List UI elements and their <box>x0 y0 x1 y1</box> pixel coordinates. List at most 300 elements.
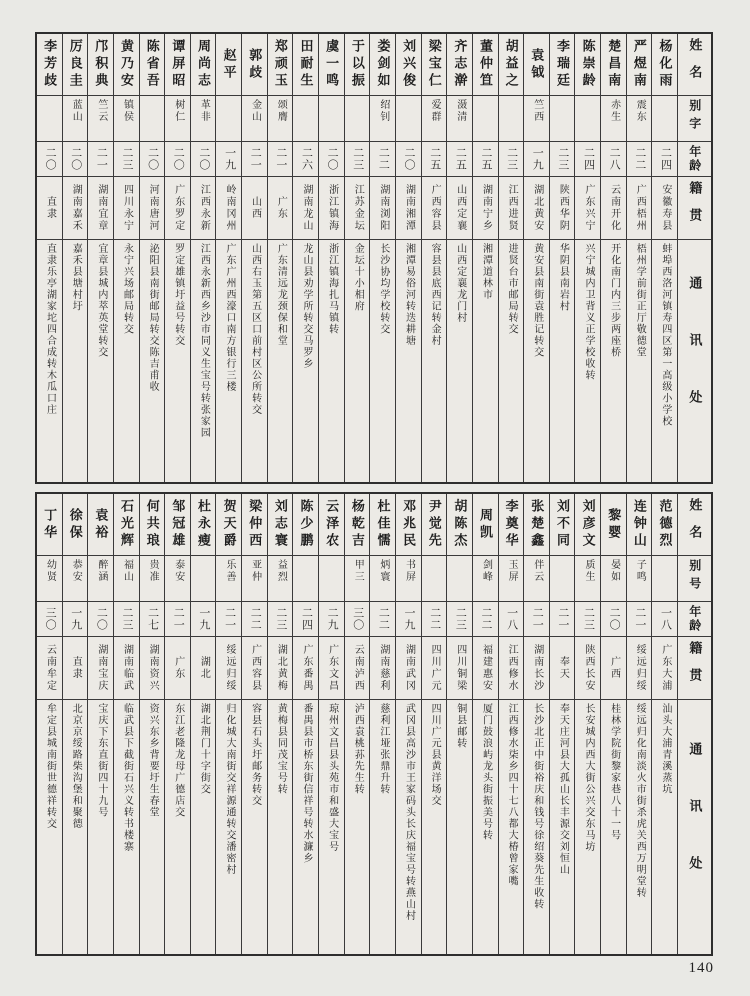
entry-address <box>140 700 165 954</box>
entry-origin-text: 直隶 <box>44 196 56 220</box>
entry-alias-text: 醉涵 <box>95 559 107 583</box>
entry-address-text: 湘潭易俗河转迭耕塘 <box>403 243 415 347</box>
entry-address <box>345 240 370 482</box>
entry-origin-text: 湖南龙山 <box>300 184 312 232</box>
entry-age <box>652 142 677 177</box>
header-origin <box>678 177 711 240</box>
header-age-label: 年龄 <box>687 605 702 633</box>
roster-entry <box>215 494 241 954</box>
entry-age-text: 二三 <box>505 147 518 171</box>
roster-entry <box>37 494 62 954</box>
entry-name <box>370 34 395 96</box>
entry-address <box>268 240 293 482</box>
roster-entry <box>139 34 165 482</box>
entry-origin <box>293 637 318 700</box>
entry-origin <box>191 177 216 240</box>
entry-name-text: 李芳歧 <box>42 39 58 90</box>
entry-origin-text: 直隶 <box>70 656 82 680</box>
entry-alias-text: 子鸣 <box>634 559 646 583</box>
entry-age <box>370 602 395 637</box>
entry-origin-text: 江西进贤 <box>506 184 518 232</box>
entry-address-text: 广东广州西濠口南方银行三楼 <box>224 243 236 393</box>
roster-entry <box>369 494 395 954</box>
entry-age-text: 二二 <box>479 607 492 631</box>
entry-origin-text: 河南唐河 <box>147 184 159 232</box>
entry-name-text: 娄剑如 <box>375 39 391 90</box>
roster-entry <box>472 34 498 482</box>
entry-name <box>140 494 165 556</box>
entry-address <box>114 700 139 954</box>
entry-origin <box>114 637 139 700</box>
header-age <box>678 602 711 637</box>
entry-name-text: 梁宝仁 <box>426 39 442 90</box>
roster-entry <box>318 494 344 954</box>
entry-age <box>37 142 62 177</box>
entry-alias <box>37 96 62 142</box>
entry-address-text: 绥远归化南淡火市街杀虎关西万明堂转 <box>634 703 646 899</box>
entry-address <box>652 240 677 482</box>
entry-age-text: 二二 <box>249 607 262 631</box>
entry-origin-text: 湖南长沙 <box>531 644 543 692</box>
entry-name-text: 邝积典 <box>93 39 109 90</box>
roster-entry <box>62 494 88 954</box>
entry-age <box>242 142 267 177</box>
entry-origin-text: 陕西华阴 <box>557 184 569 232</box>
roster-entry <box>190 494 216 954</box>
entry-origin-text: 绥远归绥 <box>634 644 646 692</box>
entry-origin-text: 广东 <box>275 196 287 220</box>
entry-address-text: 兴宁城内卫背义正学校收转 <box>583 243 594 381</box>
entry-name-text: 袁钺 <box>529 47 545 82</box>
roster-entry <box>164 494 190 954</box>
entry-origin-text: 湖北 <box>198 656 210 680</box>
entry-name <box>140 34 165 96</box>
roster-entry <box>651 494 677 954</box>
entry-address-text: 长安城内西大街公兴交东马坊 <box>583 703 594 853</box>
entry-alias <box>370 96 395 142</box>
entry-address <box>345 700 370 954</box>
roster-entry <box>549 34 575 482</box>
entry-age-text: 二一 <box>95 147 108 171</box>
entry-address-text: 四川广元县黄洋场交 <box>429 703 441 807</box>
entry-alias-text: 绍钊 <box>377 99 389 123</box>
entry-name-text: 云泽农 <box>324 499 340 550</box>
entry-alias-text: 竺云 <box>95 99 107 123</box>
entry-name <box>293 494 318 556</box>
entry-origin-text: 广东 <box>172 656 184 680</box>
entry-address-text: 泸西袁桃荪先生转 <box>352 703 364 795</box>
entry-name <box>88 34 113 96</box>
entry-alias <box>627 96 652 142</box>
entry-origin <box>601 637 626 700</box>
entry-age <box>88 142 113 177</box>
entry-origin <box>37 177 62 240</box>
entry-age-text: 二二 <box>633 147 646 171</box>
entry-name <box>473 494 498 556</box>
entry-age-text: 二〇 <box>44 147 57 171</box>
entry-address <box>550 700 575 954</box>
entry-address-text: 江西永新西乡沙市同义生宝号转张家园 <box>198 243 210 439</box>
entry-address-text: 临武县下截街石兴义转书楼寨 <box>121 703 133 853</box>
header-age-label: 年龄 <box>687 145 702 173</box>
entry-age-text: 二〇 <box>197 147 210 171</box>
entry-name-text: 邹冠雄 <box>170 499 186 550</box>
entry-address <box>319 240 344 482</box>
entry-alias <box>191 96 216 142</box>
entry-name-text: 邓兆民 <box>401 499 417 550</box>
roster-entry <box>574 34 600 482</box>
entry-name <box>652 34 677 96</box>
entry-age-text: 二一 <box>531 607 544 631</box>
entry-address-text: 泌阳县南街邮局转交陈吉甫收 <box>147 243 159 393</box>
entry-origin <box>216 177 241 240</box>
entry-age <box>473 602 498 637</box>
entry-origin <box>422 177 447 240</box>
entry-address <box>63 240 88 482</box>
entry-origin <box>396 637 421 700</box>
entry-age-text: 一九 <box>403 607 416 631</box>
entry-address <box>396 700 421 954</box>
entry-age <box>473 142 498 177</box>
entry-name-text: 周尚志 <box>195 39 211 90</box>
entry-address <box>216 240 241 482</box>
entry-address <box>396 240 421 482</box>
entry-name <box>319 34 344 96</box>
entry-name-text: 张楚鑫 <box>529 499 545 550</box>
entry-address-text: 开化南门内三步两座桥 <box>608 243 620 358</box>
entry-age <box>268 142 293 177</box>
entry-alias-text: 乐善 <box>224 559 236 583</box>
entry-alias <box>268 96 293 142</box>
entry-name <box>319 494 344 556</box>
entry-origin-text: 湖南湘潭 <box>403 184 415 232</box>
entry-age-text: 二三 <box>121 147 133 171</box>
entry-name <box>268 34 293 96</box>
entry-alias-text: 爱群 <box>429 99 441 123</box>
roster-entry <box>267 494 293 954</box>
roster-entry <box>523 34 549 482</box>
entry-age-text: 二一 <box>223 607 236 631</box>
entry-age <box>396 142 421 177</box>
entry-age <box>627 602 652 637</box>
entry-address-text: 厦门鼓浪屿龙头街振美号转 <box>480 703 492 841</box>
entry-alias <box>319 96 344 142</box>
entry-alias-text: 泰安 <box>172 559 184 583</box>
entry-address-text: 罗定雄镇圩益号转交 <box>172 243 184 347</box>
roster-entry <box>318 34 344 482</box>
header-age <box>678 142 711 177</box>
entry-origin <box>370 637 395 700</box>
roster-entry <box>600 34 626 482</box>
entry-name-text: 刘彦文 <box>580 499 596 550</box>
entry-origin-text: 江苏金坛 <box>352 184 364 232</box>
entry-age-text: 二九 <box>326 607 339 631</box>
roster-entry <box>241 494 267 954</box>
entry-address <box>550 240 575 482</box>
entry-name <box>345 494 370 556</box>
entry-origin <box>268 637 293 700</box>
entry-alias <box>319 556 344 602</box>
roster-entry <box>37 34 62 482</box>
entry-age <box>550 142 575 177</box>
entry-address-text: 广东清远龙颈保和堂 <box>275 243 287 347</box>
entry-origin-text: 广东罗定 <box>172 184 184 232</box>
entry-origin <box>216 637 241 700</box>
entry-address-text: 蚌埠西洛河镇寿四区第一高级小学校 <box>659 243 671 427</box>
entry-address-text: 山西定襄龙门村 <box>454 243 466 324</box>
entry-origin <box>319 177 344 240</box>
entry-origin <box>293 177 318 240</box>
entry-age <box>140 602 165 637</box>
entry-age <box>140 142 165 177</box>
entry-name <box>499 494 524 556</box>
entry-address <box>652 700 677 954</box>
entry-address <box>140 240 165 482</box>
entry-address-text: 东江老隆龙母广德店交 <box>172 703 184 818</box>
roster-entry <box>421 494 447 954</box>
entry-age <box>422 602 447 637</box>
entry-origin <box>165 177 190 240</box>
entry-origin-text: 广东大浦 <box>659 644 671 692</box>
entry-age-text: 二〇 <box>403 147 416 171</box>
entry-address-text: 武冈县高沙市王家码头长庆福宝号转燕山村 <box>403 703 415 922</box>
entry-address-text: 容县石头圩邮务转交 <box>249 703 261 807</box>
entry-age <box>37 602 62 637</box>
entry-origin-text: 安徽寿县 <box>659 184 671 232</box>
entry-alias <box>63 96 88 142</box>
entry-alias <box>345 96 370 142</box>
entry-alias <box>191 556 216 602</box>
entry-name-text: 刘兴俊 <box>401 39 417 90</box>
entry-name <box>396 494 421 556</box>
entry-alias <box>165 556 190 602</box>
entry-address-text: 永宁兴场邮局转交 <box>121 243 133 335</box>
entry-name-text: 袁裕 <box>93 507 109 542</box>
entry-age-text: 二五 <box>428 147 441 171</box>
entry-origin-text: 广东番禺 <box>300 644 312 692</box>
entry-address-text: 黄梅县同茂宝号转 <box>275 703 287 795</box>
entry-name <box>370 494 395 556</box>
entry-origin-text: 四川铜梁 <box>454 644 466 692</box>
entry-origin <box>242 637 267 700</box>
entry-origin-text: 广东文昌 <box>326 644 338 692</box>
roster-entry <box>446 34 472 482</box>
entry-age-text: 二二 <box>377 147 390 171</box>
entry-alias <box>165 96 190 142</box>
header-origin-label: 籍贯 <box>687 641 703 695</box>
entry-age <box>601 142 626 177</box>
entry-age-text: 二五 <box>454 147 467 171</box>
header-name-label: 姓名 <box>687 497 703 552</box>
entry-name <box>216 34 241 96</box>
entry-name-text: 何共琅 <box>144 499 160 550</box>
entry-alias <box>88 96 113 142</box>
entry-name-text: 董仲笪 <box>478 39 494 90</box>
entry-age <box>447 142 472 177</box>
entry-alias <box>550 556 575 602</box>
roster-entry <box>626 34 652 482</box>
entry-alias <box>627 556 652 602</box>
roster-entry <box>446 494 472 954</box>
entry-age-text: 二二 <box>428 607 441 631</box>
entry-alias <box>447 556 472 602</box>
entry-address-text: 桂林学院街黎家巷八十一号 <box>608 703 620 841</box>
entry-address <box>114 240 139 482</box>
entry-age <box>575 142 600 177</box>
entry-name <box>601 494 626 556</box>
entry-name-text: 胡益之 <box>503 39 519 90</box>
entry-alias <box>652 96 677 142</box>
entry-alias-text: 滠清 <box>454 99 466 123</box>
entry-alias <box>575 556 600 602</box>
entry-address <box>499 700 524 954</box>
entry-name-text: 陈崇龄 <box>580 39 596 90</box>
entry-alias <box>345 556 370 602</box>
entry-alias <box>473 96 498 142</box>
entry-age-text: 一八 <box>505 607 518 631</box>
entry-name <box>63 34 88 96</box>
entry-address-text: 慈利江垭张鼎升转 <box>377 703 389 795</box>
entry-origin <box>88 177 113 240</box>
entry-origin <box>88 637 113 700</box>
entry-origin-text: 云南牟定 <box>44 644 56 692</box>
entry-age <box>216 142 241 177</box>
entry-age <box>242 602 267 637</box>
entry-address-text: 龙山县劝学所转交马罗乡 <box>300 243 312 370</box>
entry-name-text: 连钟山 <box>631 499 647 550</box>
entry-alias-text: 赤生 <box>608 99 620 123</box>
entry-alias-text: 玉屏 <box>506 559 518 583</box>
roster-header-column <box>677 34 711 482</box>
entry-name <box>550 34 575 96</box>
entry-origin <box>345 177 370 240</box>
entry-alias-text: 震东 <box>634 99 646 123</box>
roster-entry <box>87 494 113 954</box>
entry-address <box>627 240 652 482</box>
entry-address-text: 容县县底西记转金村 <box>429 243 441 347</box>
entry-age <box>422 142 447 177</box>
entry-address <box>447 240 472 482</box>
entry-age-text: 二〇 <box>146 147 159 171</box>
entry-alias <box>601 556 626 602</box>
roster-entry <box>369 34 395 482</box>
entry-age-text: 二〇 <box>69 147 82 171</box>
entry-address <box>524 240 549 482</box>
entry-name <box>37 34 62 96</box>
entry-age-text: 二四 <box>659 147 672 171</box>
entry-name-text: 石光辉 <box>119 499 135 550</box>
roster-entry <box>549 494 575 954</box>
entry-origin <box>37 637 62 700</box>
entry-origin-text: 湖南宜章 <box>95 184 107 232</box>
entry-origin-text: 湖北黄安 <box>531 184 543 232</box>
entry-age-text: 二二 <box>377 607 390 631</box>
entry-origin-text: 广西容县 <box>429 184 441 232</box>
entry-name-text: 杨乾吉 <box>349 499 365 550</box>
entry-age-text: 二三 <box>582 607 595 631</box>
entry-alias-text: 蓝山 <box>70 99 82 123</box>
entry-name-text: 周凯 <box>478 507 494 542</box>
entry-origin-text: 岭南冈州 <box>224 184 236 232</box>
entry-address-text: 梧州学前街正厅敬德堂 <box>634 243 646 358</box>
entry-alias-text: 颂膺 <box>275 99 287 123</box>
entry-name-text: 李瑞廷 <box>554 39 570 90</box>
entry-address-text: 宝庆下东直街四十九号 <box>95 703 107 818</box>
entry-age <box>293 142 318 177</box>
entry-alias-text: 革非 <box>198 99 210 123</box>
page-number: 140 <box>688 960 714 976</box>
entry-name-text: 黄乃安 <box>119 39 135 90</box>
entry-origin <box>165 637 190 700</box>
entry-alias-text: 恭安 <box>70 559 82 583</box>
entry-name <box>88 494 113 556</box>
entry-address <box>575 240 600 482</box>
entry-name <box>447 34 472 96</box>
roster-entry <box>523 494 549 954</box>
roster-entry <box>472 494 498 954</box>
entry-address <box>293 240 318 482</box>
entry-address-text: 长沙协均学校转交 <box>377 243 389 335</box>
entry-name-text: 杜佳懦 <box>375 499 391 550</box>
entry-name-text: 徐保 <box>67 507 83 542</box>
entry-origin <box>652 637 677 700</box>
entry-origin-text: 广西 <box>608 656 620 680</box>
entry-age-text: 二四 <box>582 147 595 171</box>
entry-name <box>524 34 549 96</box>
entry-age <box>268 602 293 637</box>
entry-address-text: 牟定县城南街世德祥转交 <box>44 703 56 830</box>
entry-age <box>216 602 241 637</box>
entry-origin <box>627 637 652 700</box>
entry-age <box>652 602 677 637</box>
entry-origin-text: 山西 <box>249 196 261 220</box>
entry-address <box>37 700 62 954</box>
entry-origin-text: 江西永新 <box>198 184 210 232</box>
entry-age <box>191 142 216 177</box>
entry-age <box>319 602 344 637</box>
entry-address-text: 汕头大浦青溪蒸坑 <box>659 703 671 795</box>
entry-origin <box>422 637 447 700</box>
entry-age <box>601 602 626 637</box>
entry-alias-text: 幼贤 <box>44 559 56 583</box>
entry-origin-text: 山西定襄 <box>454 184 466 232</box>
entry-alias <box>550 96 575 142</box>
entry-address-text: 湖北荆门十字街交 <box>198 703 210 795</box>
entry-origin <box>601 177 626 240</box>
entry-alias <box>216 96 241 142</box>
entry-origin-text: 云南泸西 <box>352 644 364 692</box>
entry-name-text: 杜永瘦 <box>195 499 211 550</box>
entry-name-text: 田耐生 <box>298 39 314 90</box>
entry-age-text: 二三 <box>556 147 569 171</box>
entry-address-text: 奉天庄河县大孤山长丰源交刘恒山 <box>557 703 569 876</box>
header-name <box>678 494 711 556</box>
entry-alias-text: 贵准 <box>147 559 159 583</box>
entry-origin <box>447 637 472 700</box>
entry-address-text: 湘潭道林市 <box>480 243 492 301</box>
roster-entry <box>600 494 626 954</box>
entry-name-text: 郑顽玉 <box>272 39 288 90</box>
entry-age <box>345 142 370 177</box>
entry-alias <box>293 556 318 602</box>
entry-origin <box>627 177 652 240</box>
entry-alias-text: 亚仲 <box>249 559 261 583</box>
entry-alias-text: 剑峰 <box>480 559 492 583</box>
entry-age <box>63 142 88 177</box>
entry-origin-text: 四川永宁 <box>121 184 133 232</box>
entry-alias <box>140 556 165 602</box>
entry-origin <box>473 637 498 700</box>
